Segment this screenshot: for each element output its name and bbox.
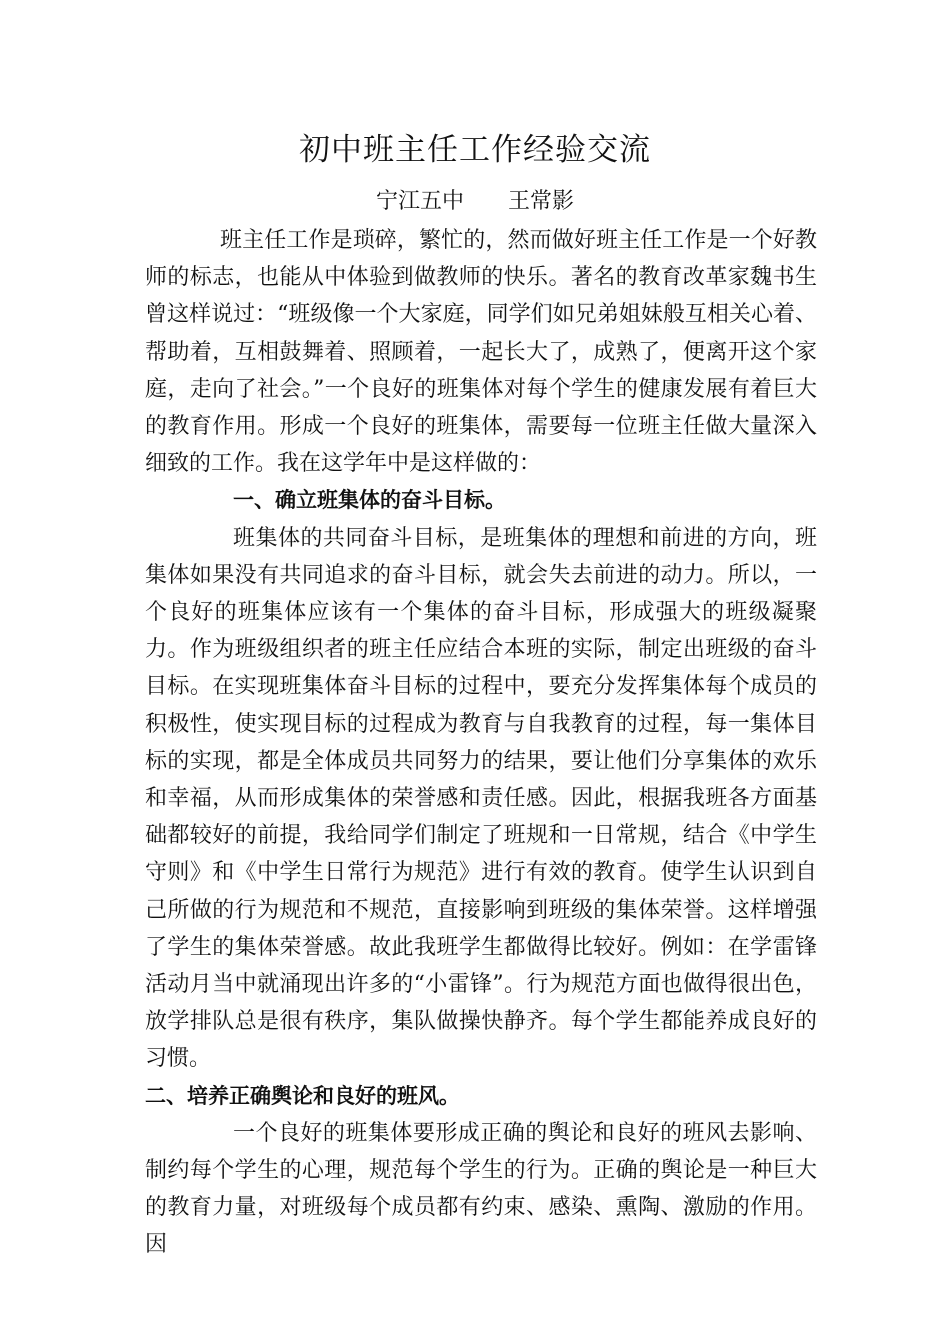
author-school: 宁江五中: [375, 189, 464, 214]
section-1-heading: 一、确立班集体的奋斗目标。: [233, 488, 506, 513]
section-1-paragraph: 班集体的共同奋斗目标，是班集体的理想和前进的方向，班集体如果没有共同追求的奋斗目标，就会失去前进的动力。所以，一个良好的班集体应该有一个集体的奋斗目标，形成强大的班级凝聚力。作为班级组织者的班主任应结合本班的实际，制定出班级的奋斗目标。在实现班集体奋斗目标的过程中，要充分发挥集体每个成员的积极性，使实现目标的过程成为教育与自我教育的过程，每一集体目标的实现，都是全体成员共同努力的结果，要让他们分享集体的欢乐和幸福，从而形成集体的荣誉感和责任感。因此，根据我班各方面基础都较好的前提，我给同学们制定了班规和一日常规，结合《中学生守则》和《中学生日常行为规范》进行有效的教育。使学生认识到自己所做的行为规范和不规范，直接影响到班级的集体荣誉。这样增强了学生的集体荣誉感。故此我班学生都做得比较好。例如：在学雷锋活动月当中就涌现出许多的“小雷锋”。行为规范方面也做得很出色，放学排队总是很有秩序，集队做操快静齐。每个学生都能养成良好的习惯。: [145, 525, 817, 1072]
section-2-paragraph: 一个良好的班集体要形成正确的舆论和良好的班风去影响、制约每个学生的心理，规范每个学生的行为。正确的舆论是一种巨大的教育力量，对班级每个成员都有约束、感染、熏陶、激励的作用。因: [145, 1120, 817, 1258]
document-title: 初中班主任工作经验交流: [299, 132, 651, 168]
section-2-heading: 二、培养正确舆论和良好的班风。: [145, 1083, 460, 1108]
author-line: [0, 184, 950, 220]
intro-paragraph: 班主任工作是琐碎，繁忙的，然而做好班主任工作是一个好教师的标志，也能从中体验到做教师的快乐。著名的教育改革家魏书生曾这样说过：“班级像一个大家庭，同学们如兄弟姐妹般互相关心着、帮助着，互相鼓舞着、照顾着，一起长大了，成熟了，便离开这个家庭，走向了社会。”一个良好的班集体对每个学生的健康发展有着巨大的教育作用。形成一个良好的班集体，需要每一位班主任做大量深入细致的工作。我在这学年中是这样做的：: [145, 228, 817, 477]
author-name: 王常影: [508, 189, 575, 214]
document-body: [145, 222, 817, 1264]
